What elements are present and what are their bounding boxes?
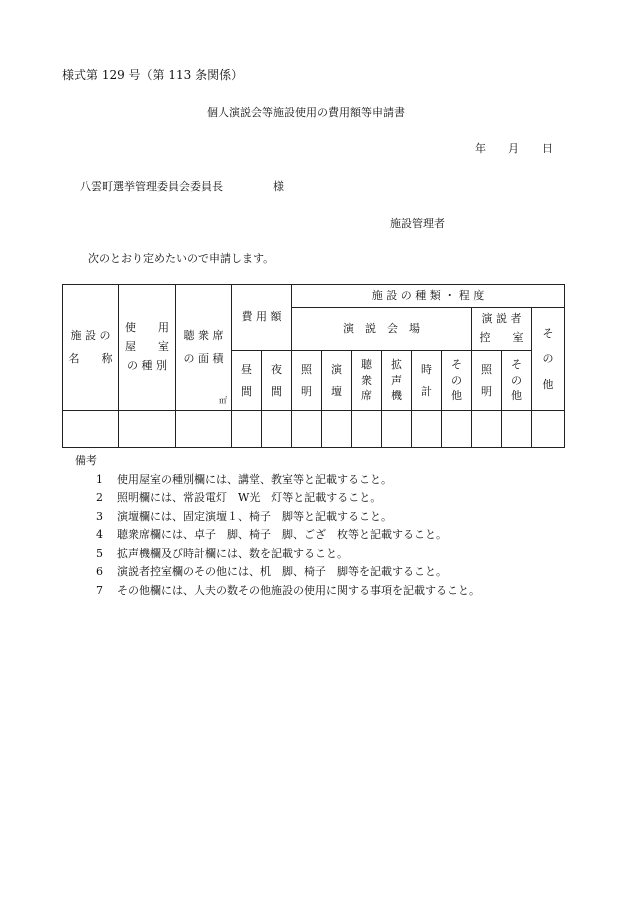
night-label: 夜間	[271, 362, 282, 398]
addressee: 八雲町選挙管理委員会委員長	[80, 180, 223, 193]
note-text: その他欄には、人夫の数その他施設の使用に関する事項を記載すること。	[117, 583, 480, 597]
day-header	[232, 351, 262, 411]
day-cost-cell[interactable]	[232, 411, 262, 448]
notes-heading: 備考	[75, 454, 97, 467]
form-number: 様式第 129 号（第 113 条関係）	[62, 68, 244, 82]
note-item	[75, 508, 480, 527]
cost-label: 費 用 額	[241, 310, 282, 324]
notes-section	[75, 452, 480, 600]
facility-name-cell[interactable]	[63, 411, 119, 448]
note-text: 演説者控室欄のその他には、机 脚、椅子 脚等を記載すること。	[117, 565, 447, 578]
room-lighting-label: 照明	[481, 362, 492, 398]
note-text: 拡声機欄及び時計欄には、数を記載すること。	[117, 546, 348, 560]
lighting-label: 照明	[301, 362, 312, 398]
date-month-label: 月	[508, 142, 519, 155]
intro-text: 次のとおり定めたいので申請します。	[88, 252, 275, 265]
other-label: その他	[542, 327, 554, 391]
date-day-label: 日	[542, 142, 553, 155]
note-number: 5	[96, 546, 103, 560]
facility-name-line1: 施 設 の	[70, 328, 111, 342]
hall-other-label: その他	[451, 357, 462, 403]
application-table	[62, 284, 565, 448]
note-item	[75, 526, 480, 545]
note-text: 使用屋室の種別欄には、講堂、教室等と記載すること。	[117, 472, 392, 486]
note-item	[75, 489, 480, 508]
table-entry-row	[63, 411, 565, 448]
date-year-label: 年	[475, 142, 486, 155]
day-label: 昼間	[241, 362, 252, 398]
podium-header	[322, 351, 352, 411]
audience-area-line2: の 面 積	[183, 351, 224, 365]
room-other-header	[502, 351, 532, 411]
facility-name-header	[63, 285, 119, 411]
room-lighting-cell[interactable]	[472, 411, 502, 448]
audience-area-cell[interactable]	[176, 411, 232, 448]
night-header	[262, 351, 292, 411]
lighting-cell[interactable]	[292, 411, 322, 448]
document-title: 個人演説会等施設使用の費用額等申請書	[207, 106, 405, 119]
room-type-header	[119, 285, 176, 411]
room-type-line2: 屋 室	[125, 340, 169, 354]
clock-label: 時計	[421, 362, 432, 398]
note-number: 4	[96, 528, 103, 541]
note-item	[75, 545, 480, 564]
room-type-line3: の 種 別	[127, 358, 167, 372]
note-item	[75, 582, 480, 601]
clock-header	[412, 351, 442, 411]
room-lighting-header	[472, 351, 502, 411]
facility-kind-header	[292, 285, 565, 308]
speech-hall-label: 演 説 会 場	[343, 321, 420, 335]
note-item	[75, 563, 480, 582]
clock-cell[interactable]	[412, 411, 442, 448]
hall-other-cell[interactable]	[442, 411, 472, 448]
other-cell[interactable]	[532, 411, 565, 448]
room-other-cell[interactable]	[502, 411, 532, 448]
note-number: 1	[96, 472, 103, 486]
audience-seats-label: 聴衆席	[361, 357, 372, 403]
audience-area-line1: 聴 衆 席	[183, 328, 224, 342]
loudspeaker-label: 拡声機	[391, 357, 402, 403]
note-text: 照明欄には、常設電灯 W光 灯等と記載すること。	[117, 491, 382, 504]
note-text: 聴衆席欄には、卓子 脚、椅子 脚、ござ 枚等と記載すること。	[117, 528, 447, 541]
cost-header	[232, 285, 292, 351]
waiting-room-line1: 演 説 者	[481, 312, 522, 326]
note-text: 演壇欄には、固定演壇１、椅子 脚等と記載すること。	[117, 509, 392, 523]
loudspeaker-header	[382, 351, 412, 411]
speech-hall-header	[292, 308, 472, 351]
room-type-line1: 使 用	[125, 321, 169, 335]
note-number: 3	[96, 509, 103, 523]
podium-label: 演壇	[331, 362, 342, 398]
room-other-label: その他	[511, 357, 522, 403]
other-header	[532, 308, 565, 411]
audience-seats-cell[interactable]	[352, 411, 382, 448]
waiting-room-header	[472, 308, 532, 351]
honorific: 様	[273, 180, 284, 193]
podium-cell[interactable]	[322, 411, 352, 448]
hall-other-header	[442, 351, 472, 411]
lighting-header	[292, 351, 322, 411]
waiting-room-line2: 控 室	[479, 331, 524, 344]
audience-seats-header	[352, 351, 382, 411]
note-number: 2	[96, 491, 103, 504]
facility-kind-label: 施 設 の 種 類 ・ 程 度	[371, 288, 485, 302]
applicant-label: 施設管理者	[390, 217, 445, 230]
note-number: 6	[96, 565, 103, 578]
facility-name-line2: 名 称	[68, 351, 113, 365]
room-type-cell[interactable]	[119, 411, 176, 448]
area-unit-label: ㎡	[219, 396, 227, 406]
note-item	[75, 471, 480, 490]
audience-area-header	[176, 285, 232, 411]
loudspeaker-cell[interactable]	[382, 411, 412, 448]
note-number: 7	[96, 583, 103, 597]
night-cost-cell[interactable]	[262, 411, 292, 448]
